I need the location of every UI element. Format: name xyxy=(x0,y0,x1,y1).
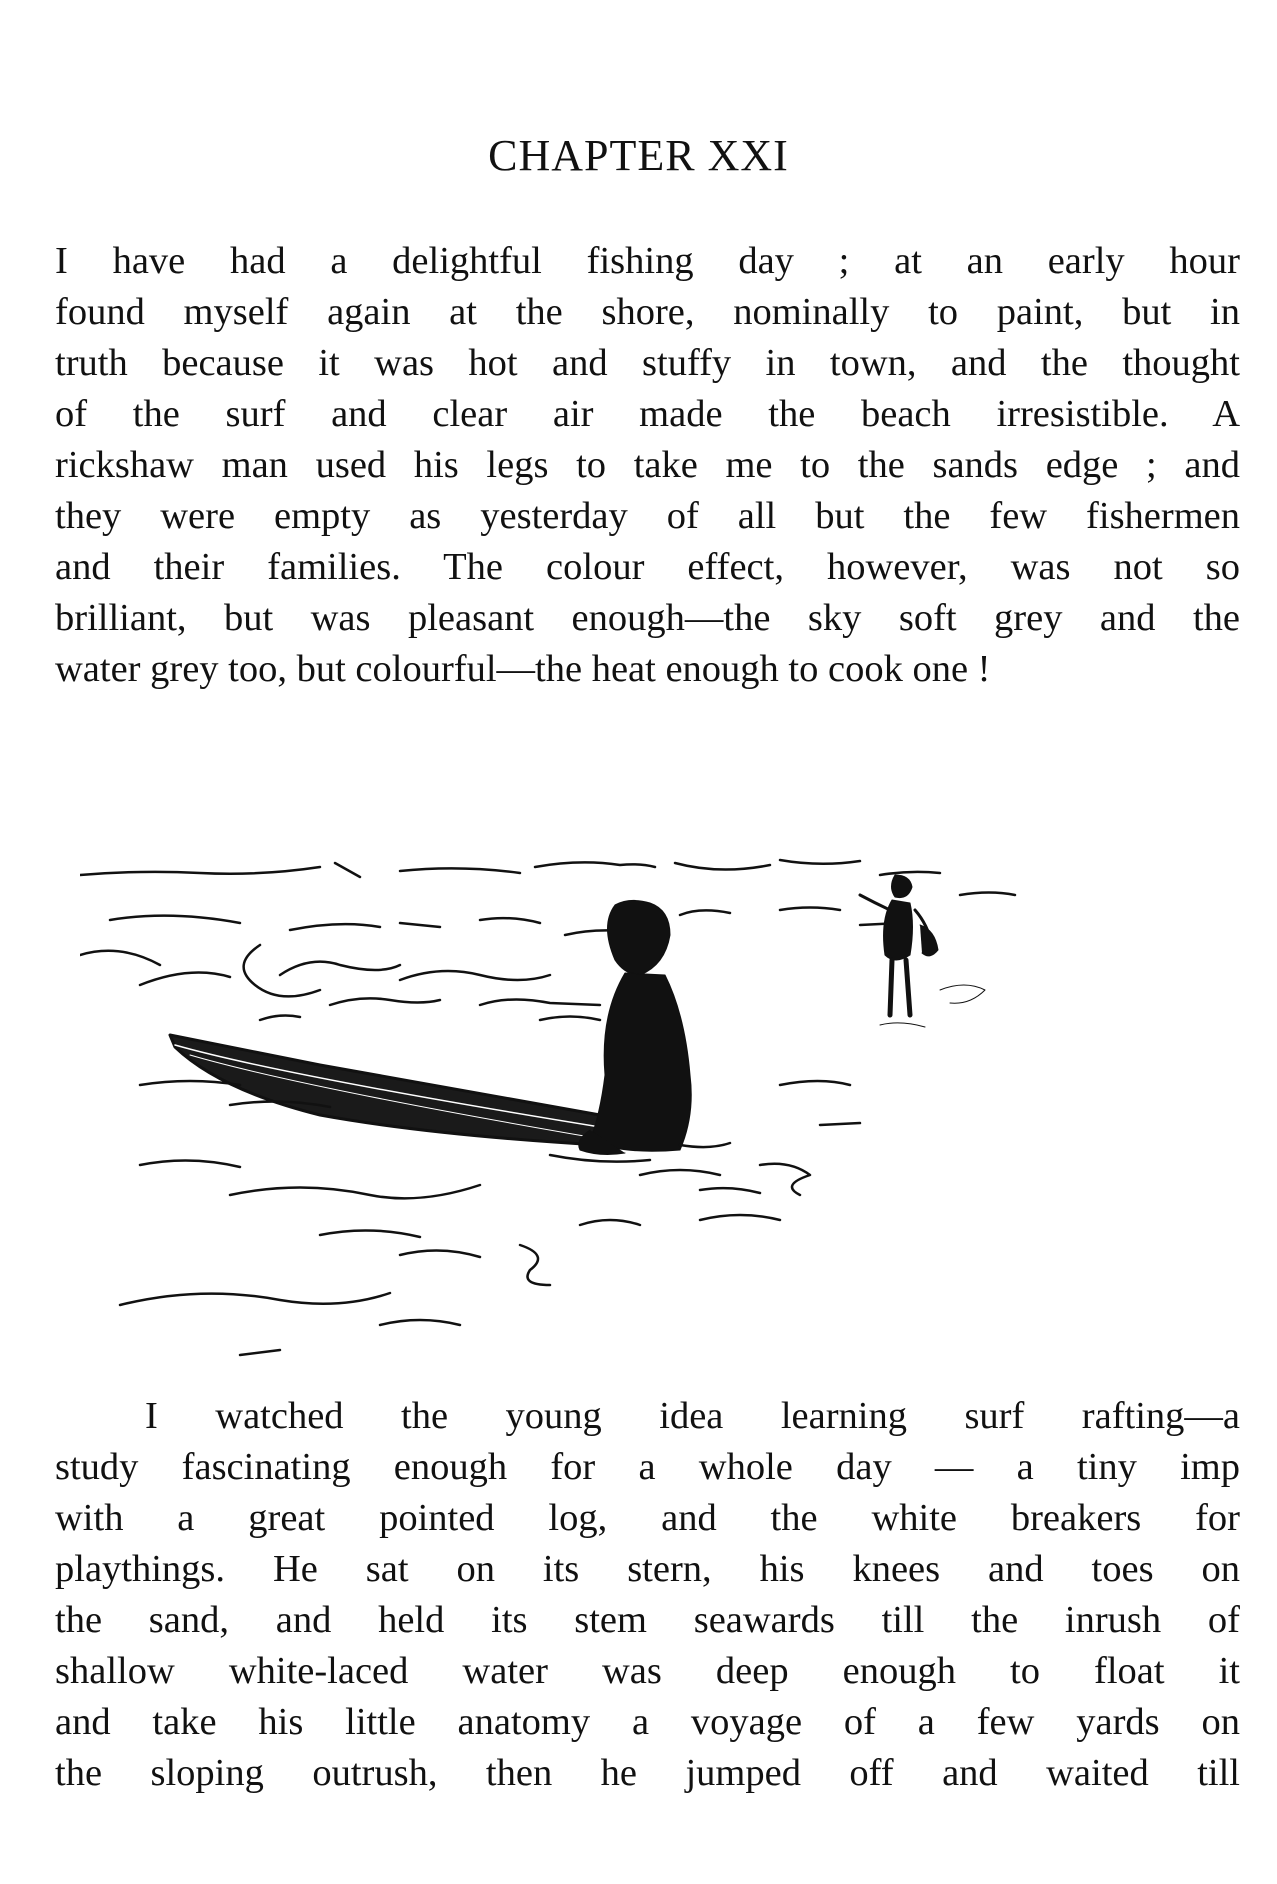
paragraph-line: brilliant, but was pleasant enough—the sky soft grey and the xyxy=(55,597,1240,639)
paragraph-line: I have had a delightful fishing day ; at an early hour xyxy=(55,240,1240,282)
breaking-wave xyxy=(80,945,600,1020)
paragraph-line: with a great pointed log, and the white breakers for xyxy=(55,1497,1240,1539)
surf-rafting-illustration xyxy=(80,815,1220,1370)
paragraph-line: and their families. The colour effect, however, was not so xyxy=(55,546,1240,588)
paragraph-line: playthings. He sat on its stern, his knees and toes on xyxy=(55,1548,1240,1590)
paragraph-line: the sloping outrush, then he jumped off and waited till xyxy=(55,1752,1240,1794)
paragraph-line: found myself again at the shore, nominally to paint, but in xyxy=(55,291,1240,333)
paragraph-line: rickshaw man used his legs to take me to the sands edge ; and xyxy=(55,444,1240,486)
paragraph-2 xyxy=(55,1391,1240,1799)
surf-log xyxy=(170,1035,600,1145)
paragraph-line: truth because it was hot and stuffy in town, and the thought xyxy=(55,342,1240,384)
distant-waves xyxy=(80,860,1015,935)
paragraph-1 xyxy=(55,236,1240,695)
paragraph-line: I watched the young idea learning surf rafting—a xyxy=(145,1395,1240,1437)
chapter-heading: CHAPTER XXI xyxy=(488,131,789,180)
paragraph-line: they were empty as yesterday of all but the few fishermen xyxy=(55,495,1240,537)
paragraph-line: water grey too, but colourful—the heat enough to cook one ! xyxy=(55,648,991,690)
paragraph-line: the sand, and held its stem seawards till the inrush of xyxy=(55,1599,1240,1641)
paragraph-line: and take his little anatomy a voyage of a few yards on xyxy=(55,1701,1240,1743)
paragraph-line: of the surf and clear air made the beach irresistible. A xyxy=(55,393,1240,435)
paragraph-line: study fascinating enough for a whole day — a tiny imp xyxy=(55,1446,1240,1488)
paragraph-line: shallow white-laced water was deep enough to float it xyxy=(55,1650,1240,1692)
fisherman-figure xyxy=(860,875,985,1027)
